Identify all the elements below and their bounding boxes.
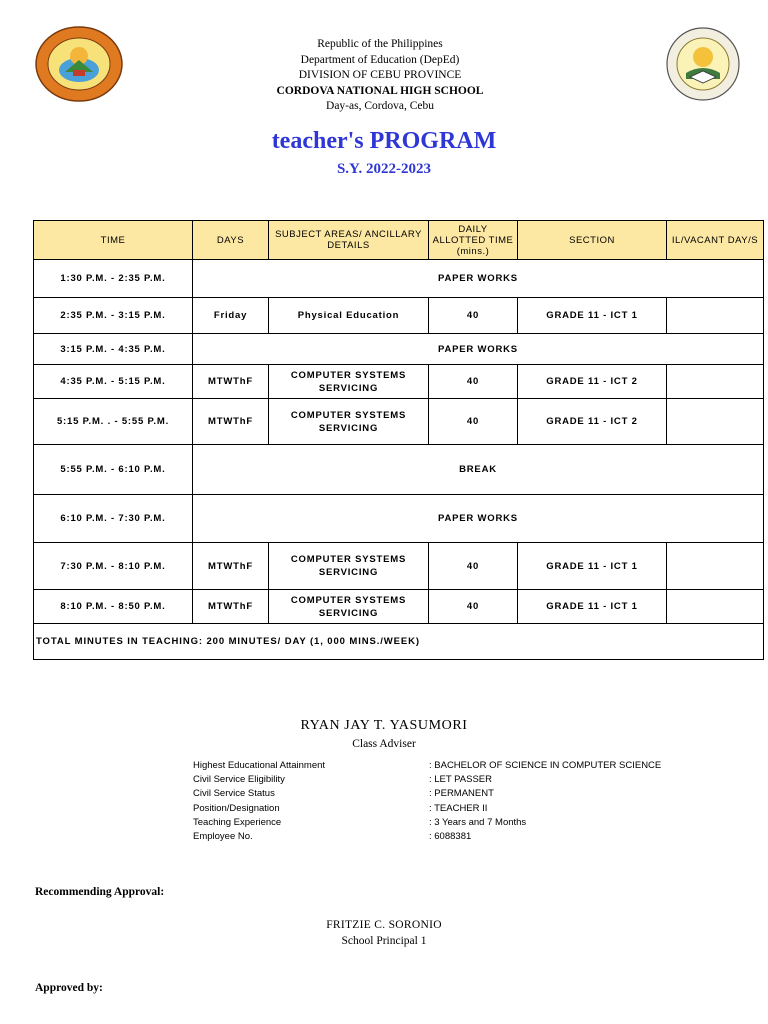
district-seal-logo [35,26,123,102]
cell-section: GRADE 11 - ICT 2 [518,365,667,399]
info-value: : BACHELOR OF SCIENCE IN COMPUTER SCIENCE [429,760,662,771]
approved-by-label: Approved by: [35,982,103,994]
school-year: S.Y. 2022-2023 [336,161,432,177]
cell-merged: PAPER WORKS [193,260,764,298]
letterhead [190,37,570,115]
cell-section: GRADE 11 - ICT 1 [518,298,667,334]
cell-time: 7:30 P.M. - 8:10 P.M. [34,543,193,590]
school-name: CORDOVA NATIONAL HIGH SCHOOL [276,84,484,97]
table-row [34,298,764,334]
cell-time: 5:55 P.M. - 6:10 P.M. [34,445,193,495]
division-line: DIVISION OF CEBU PROVINCE [298,69,462,81]
cell-minutes: 40 [429,399,518,445]
cell-subject: COMPUTER SYSTEMS SERVICING [269,365,429,399]
info-row [193,787,661,801]
cell-minutes: 40 [429,590,518,624]
header-vacant: IL/VACANT DAY/S [667,221,764,260]
info-row [193,773,661,787]
cell-vacant [667,298,764,334]
principal-name: FRITZIE C. SORONIO [326,919,442,931]
header-days: DAYS [193,221,269,260]
cell-vacant [667,543,764,590]
info-label: Highest Educational Attainment [193,760,326,771]
cell-merged: PAPER WORKS [193,495,764,543]
info-label: Civil Service Status [193,788,275,800]
header-minutes: DAILY ALLOTTED TIME (mins.) [429,221,518,260]
info-value: : PERMANENT [429,788,494,800]
table-row [34,260,764,298]
cell-subject: COMPUTER SYSTEMS SERVICING [269,543,429,590]
cell-section: GRADE 11 - ICT 1 [518,590,667,624]
info-value: : TEACHER II [429,802,488,814]
cell-vacant [667,590,764,624]
principal-role: School Principal 1 [341,935,427,947]
school-seal-logo [666,27,740,101]
cell-time: 5:15 P.M. . - 5:55 P.M. [34,399,193,445]
table-row [34,365,764,399]
header-time: TIME [34,221,193,260]
cell-minutes: 40 [429,298,518,334]
cell-days: MTWThF [193,365,269,399]
cell-section: GRADE 11 - ICT 1 [518,543,667,590]
info-row [193,759,661,773]
cell-merged: BREAK [193,445,764,495]
header-subject: SUBJECT AREAS/ ANCILLARY DETAILS [269,221,429,260]
table-row [34,495,764,543]
info-label: Civil Service Eligibility [193,774,285,786]
info-label: Employee No. [193,831,253,843]
total-minutes: TOTAL MINUTES IN TEACHING: 200 MINUTES/ DAY (1, 000 MINS./WEEK) [34,624,764,660]
cell-days: MTWThF [193,399,269,445]
info-value: : 6088381 [429,831,472,843]
cell-days: MTWThF [193,543,269,590]
table-row [34,399,764,445]
cell-subject: COMPUTER SYSTEMS SERVICING [269,399,429,445]
cell-days: Friday [193,298,269,334]
info-value: : 3 Years and 7 Months [429,816,527,828]
department-line: Department of Education (DepEd) [300,53,460,66]
cell-subject: Physical Education [269,298,429,334]
cell-time: 6:10 P.M. - 7:30 P.M. [34,495,193,543]
table-row [34,543,764,590]
cell-minutes: 40 [429,365,518,399]
cell-vacant [667,399,764,445]
table-row [34,590,764,624]
table-row [34,334,764,365]
republic-line: Republic of the Philippines [317,38,443,50]
cell-time: 1:30 P.M. - 2:35 P.M. [34,260,193,298]
cell-section: GRADE 11 - ICT 2 [518,399,667,445]
cell-time: 8:10 P.M. - 8:50 P.M. [34,590,193,624]
cell-vacant [667,365,764,399]
cell-time: 4:35 P.M. - 5:15 P.M. [34,365,193,399]
info-row [193,816,661,830]
table-row [34,445,764,495]
teacher-info [193,759,661,844]
schedule-table [33,220,764,660]
info-label: Teaching Experience [193,816,282,828]
cell-merged: PAPER WORKS [193,334,764,365]
school-address: Day-as, Cordova, Cebu [326,100,434,112]
cell-days: MTWThF [193,590,269,624]
adviser-role: Class Adviser [352,738,416,750]
program-title: teacher's PROGRAM [271,128,497,154]
info-label: Position/Designation [193,802,280,814]
recommending-approval-label: Recommending Approval: [35,886,165,898]
info-row [193,830,661,844]
info-value: : LET PASSER [429,774,493,786]
adviser-name: RYAN JAY T. YASUMORI [300,718,468,733]
total-row [34,624,764,660]
info-row [193,802,661,816]
cell-minutes: 40 [429,543,518,590]
cell-time: 3:15 P.M. - 4:35 P.M. [34,334,193,365]
cell-subject: COMPUTER SYSTEMS SERVICING [269,590,429,624]
header-section: SECTION [518,221,667,260]
table-header-row [34,221,764,260]
cell-time: 2:35 P.M. - 3:15 P.M. [34,298,193,334]
